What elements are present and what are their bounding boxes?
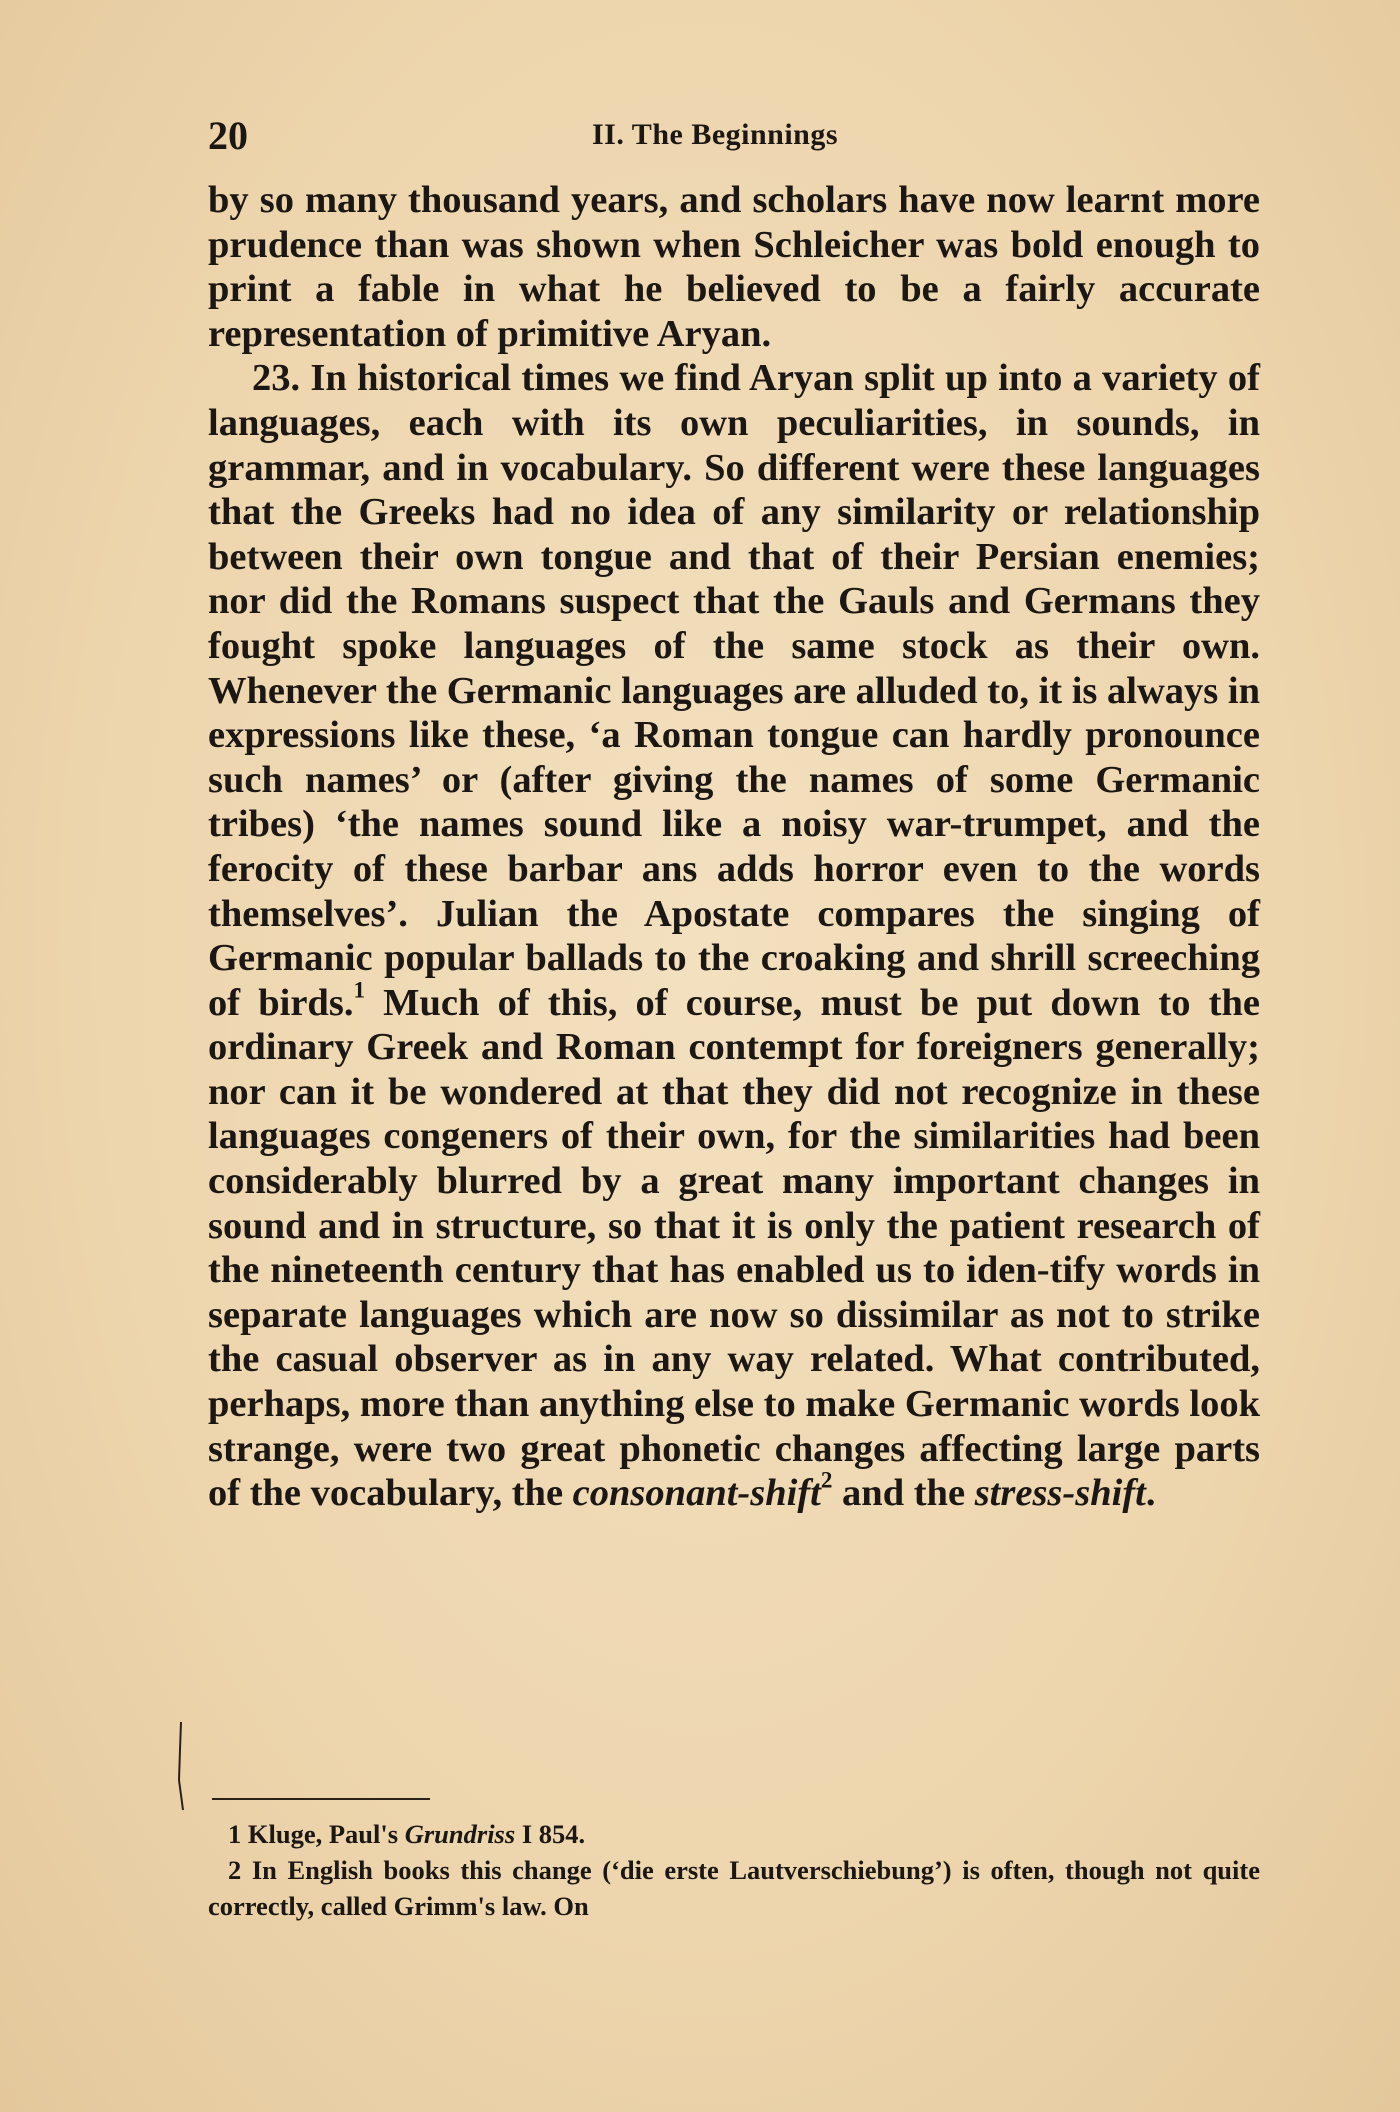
footnote-1-title: Grundriss <box>404 1819 516 1849</box>
paragraph-23-text-a: In historical times we find Aryan split up into a variety of languages, each with its own peculiarities, in sounds, in grammar, and in vocabulary. So different were these languages that the Greeks had no idea of any similarity or relationship between their own tongue and that of their Persian enemies; nor did the Romans suspect that the Gauls and Germans they fought spoke languages of the same stock as their own. Whenever the Germanic languages are alluded to, it is always in expressions like these, ‘a Roman tongue can hardly pronounce such names’ or (after giving the names of some Germanic tribes) ‘the names sound like a noisy war-trumpet, and the ferocity of these barbar ans adds horror even to the words themselves’. Julian the Apostate compares the singing of Germanic popular ballads to the croaking and shrill screeching of birds. <box>208 357 1260 1024</box>
footnotes <box>208 1816 1260 1924</box>
page-number: 20 <box>208 113 248 158</box>
running-head: II. The Beginnings <box>592 118 839 151</box>
footnote-2-mark: 2 <box>228 1855 242 1885</box>
paragraph-23 <box>208 356 1260 1515</box>
paragraph-23-text-c: and the <box>832 1472 975 1515</box>
term-stress-shift: stress-shift <box>974 1472 1146 1515</box>
footnote-1-text-b: I 854. <box>515 1819 586 1849</box>
footnote-ref-1[interactable]: 1 <box>353 976 365 1003</box>
footnote-divider <box>212 1798 430 1800</box>
main-text <box>208 178 1260 1516</box>
footnote-2-text: In English books this change (‘die erste Lautverschiebung’) is often, though not quite correctly, called Grimm's law. On <box>208 1855 1260 1921</box>
pencil-margin-mark <box>176 1720 186 1812</box>
paragraph-continued: by so many thousand years, and scholars have now learnt more prudence than was shown when Schleicher was bold enough to print a fable in what he believed to be a fairly accurate representation of primitive Aryan. <box>208 179 1260 355</box>
section-number: 23. <box>252 357 301 400</box>
paragraph-23-text-b: Much of this, of course, must be put down to the ordinary Greek and Roman contempt for foreigners generally; nor can it be wondered at that they did not recognize in these languages congeners of their own, for the similarities had been considerably blurred by a great many important changes in sound and in structure, so that it is only the patient research of the nineteenth century that has enabled us to iden-tify words in separate languages which are now so dissimilar as not to strike the casual observer as in any way related. What contributed, perhaps, more than anything else to make Germanic words look strange, were two great phonetic changes affecting large parts of the vocabulary, the <box>208 981 1260 1515</box>
footnote-2 <box>208 1852 1260 1924</box>
paragraph-23-end: . <box>1145 1472 1156 1515</box>
page-header <box>208 112 1260 168</box>
footnote-ref-2[interactable]: 2 <box>820 1466 833 1493</box>
term-consonant-shift: consonant-shift <box>572 1472 821 1515</box>
footnote-1-text-a: Kluge, Paul's <box>241 1819 405 1849</box>
footnote-1 <box>208 1816 1260 1852</box>
footnote-1-mark: 1 <box>228 1819 242 1849</box>
